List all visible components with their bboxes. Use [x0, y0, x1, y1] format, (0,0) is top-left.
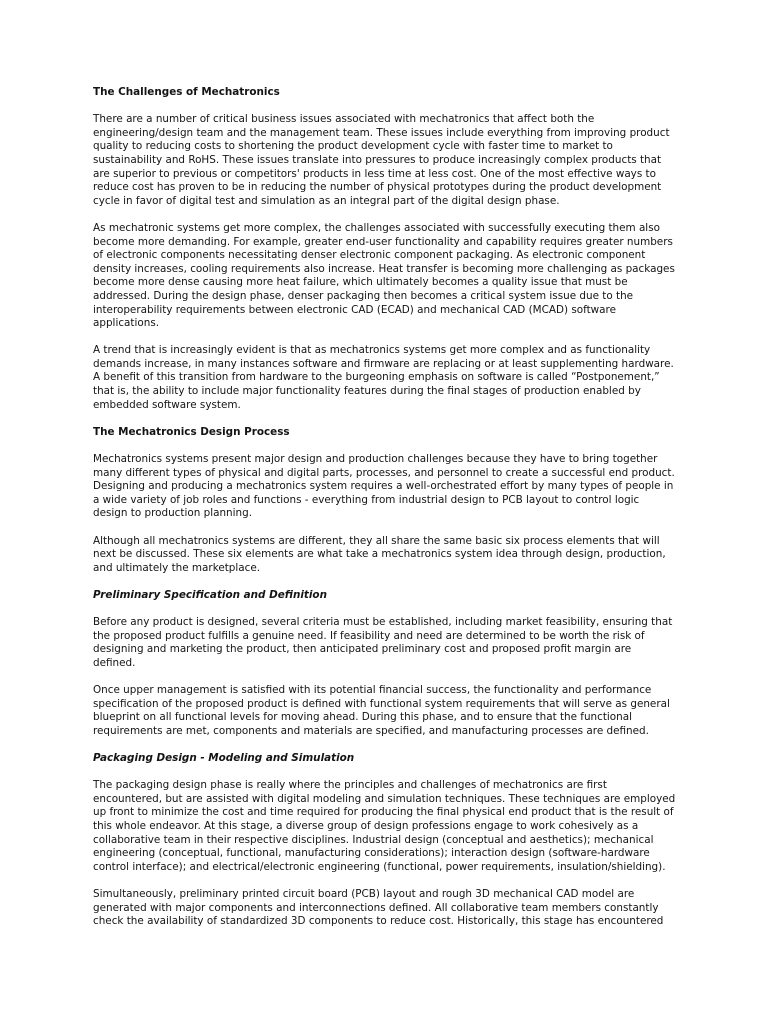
paragraph [93, 453, 678, 521]
text-line: encountered, but are assisted with digital modeling and simulation techniques. These techniques are employed [93, 792, 676, 805]
text-line: that is, the ability to include major functionality features during the final stages of production enabled by [93, 385, 641, 398]
text-line: control interface); and electrical/electronic engineering (functional, power requirements, insulation/shielding). [93, 860, 666, 873]
paragraph [93, 535, 678, 576]
text-line: designing and marketing the product, then anticipated preliminary cost and proposed profit margin are [93, 643, 632, 656]
text-line: become more demanding. For example, greater end-user functionality and capability requires greater numbers [93, 235, 673, 248]
paragraph [93, 888, 678, 929]
paragraph [93, 616, 678, 670]
text-line: Preliminary Specification and Definition [93, 588, 327, 601]
text-line: of electronic components necessitating denser electronic component packaging. As electronic component [93, 249, 646, 262]
text-line: Mechatronics systems present major design and production challenges because they have to bring together [93, 453, 658, 466]
text-line: embedded software system. [93, 398, 241, 411]
text-line: defined. [93, 656, 136, 669]
text-line: requirements are met, components and materials are specified, and manufacturing processes are defined. [93, 724, 649, 737]
text-line: Before any product is designed, several criteria must be established, including market feasibility, ensuring that [93, 616, 673, 629]
text-line: The packaging design phase is really where the principles and challenges of mechatronics are first [93, 779, 607, 792]
text-line: this whole endeavor. At this stage, a diverse group of design professions engage to work cohesively as a [93, 820, 639, 833]
section-heading [93, 86, 678, 100]
text-line: Simultaneously, preliminary printed circuit board (PCB) layout and rough 3D mechanical CAD model are [93, 888, 635, 901]
text-line: cycle in favor of digital test and simulation as an integral part of the digital design phase. [93, 194, 560, 207]
text-line: engineering (conceptual, functional, manufacturing considerations); interaction design (software-hardware [93, 847, 650, 860]
text-line: The Challenges of Mechatronics [93, 86, 280, 98]
section-heading [93, 426, 678, 440]
text-line: blueprint on all functional levels for moving ahead. During this phase, and to ensure that the functional [93, 711, 633, 724]
text-line: design to production planning. [93, 507, 252, 520]
text-line: The Mechatronics Design Process [93, 425, 290, 438]
text-line: check the availability of standardized 3D components to reduce cost. Historically, this stage has encountered [93, 915, 664, 928]
paragraph [93, 684, 678, 738]
text-line: a wide variety of job roles and functions - everything from industrial design to PCB layout to control logic [93, 493, 640, 506]
text-line: A benefit of this transition from hardware to the burgeoning emphasis on software is called “Postponement,” [93, 371, 660, 384]
text-line: Once upper management is satisfied with its potential financial success, the functionality and performance [93, 684, 652, 697]
subsection-heading [93, 752, 678, 766]
text-line: Although all mechatronics systems are different, they all share the same basic six process elements that will [93, 534, 660, 547]
text-line: reduce cost has proven to be in reducing the number of physical prototypes during the product development [93, 181, 662, 194]
document-page [93, 86, 678, 942]
text-line: There are a number of critical business issues associated with mechatronics that affect both the [93, 113, 595, 126]
text-line: demands increase, in many instances software and firmware are replacing or at least supplementing hardware. [93, 357, 674, 370]
text-line: and ultimately the marketplace. [93, 561, 261, 574]
text-line: sustainability and RoHS. These issues translate into pressures to produce increasingly complex products that [93, 153, 662, 166]
paragraph [93, 779, 678, 874]
text-line: next be discussed. These six elements are what take a mechatronics system idea through design, production, [93, 548, 666, 561]
text-line: Packaging Design - Modeling and Simulation [93, 752, 355, 765]
text-line: generated with major components and interconnections defined. All collaborative team members constantly [93, 901, 659, 914]
text-line: become more dense causing more heat failure, which ultimately becomes a quality issue that must be [93, 276, 628, 289]
paragraph [93, 344, 678, 412]
text-line: quality to reducing costs to shortening the product development cycle with faster time to market to [93, 140, 613, 153]
text-line: the proposed product fulfills a genuine need. If feasibility and need are determined to be worth the risk of [93, 629, 645, 642]
text-line: up front to minimize the cost and time required for producing the final physical end product that is the result of [93, 806, 674, 819]
text-line: many different types of physical and digital parts, processes, and personnel to create a successful end product. [93, 466, 675, 479]
text-line: interoperability requirements between electronic CAD (ECAD) and mechanical CAD (MCAD) software [93, 303, 616, 316]
text-line: A trend that is increasingly evident is that as mechatronics systems get more complex and as functionality [93, 344, 651, 357]
text-line: density increases, cooling requirements also increase. Heat transfer is becoming more challenging as packages [93, 262, 675, 275]
text-line: applications. [93, 317, 160, 330]
paragraph [93, 222, 678, 331]
text-line: As mechatronic systems get more complex, the challenges associated with successfully executing them also [93, 221, 660, 234]
text-line: specification of the proposed product is defined with functional system requirements that will serve as general [93, 697, 670, 710]
text-line: collaborative team in their respective disciplines. Industrial design (conceptual and aesthetics); mechanical [93, 833, 654, 846]
text-line: are superior to previous or competitors' products in less time at less cost. One of the most effective ways to [93, 167, 656, 180]
text-line: addressed. During the design phase, denser packaging then becomes a critical system issue due to the [93, 289, 634, 302]
paragraph [93, 113, 678, 208]
text-line: engineering/design team and the management team. These issues include everything from improving product [93, 126, 670, 139]
text-line: Designing and producing a mechatronics system requires a well-orchestrated effort by many types of people in [93, 480, 674, 493]
subsection-heading [93, 589, 678, 603]
